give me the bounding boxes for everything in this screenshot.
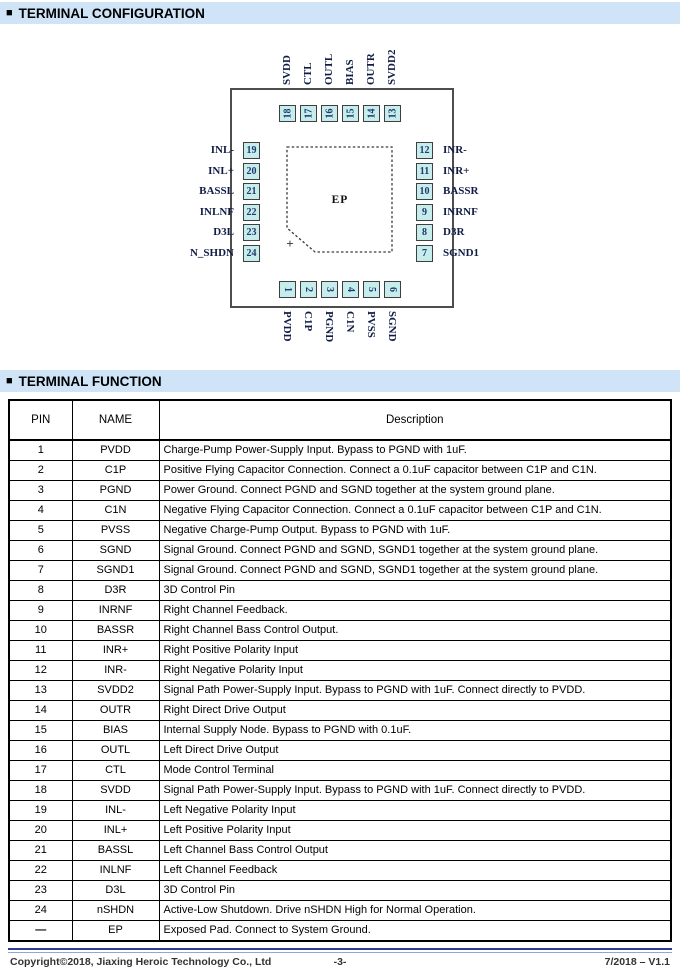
pin-number: 4 [345,287,356,292]
description-cell: Signal Ground. Connect PGND and SGND, SGND1 together at the system ground plane. [159,541,671,561]
pin-cell: 6 [9,541,72,561]
table-row [9,481,671,501]
pin-number: 8 [422,227,427,238]
description-cell: Negative Charge-Pump Output. Bypass to PGND with 1uF. [159,521,671,541]
table-row [9,581,671,601]
section-bullet-icon: ■ [6,7,13,19]
pin-cell: 19 [9,801,72,821]
pin-number: 24 [246,248,257,259]
pin-number: 3 [324,287,335,292]
section-bullet-icon: ■ [6,375,13,387]
pin-number: 20 [246,166,257,177]
table-row [9,921,671,942]
pin-label-N_SHDN: N_SHDN [189,247,234,259]
pin-box-17 [300,105,317,122]
name-cell: INRNF [72,601,159,621]
pin-box-24 [243,245,260,262]
name-cell: EP [72,921,159,942]
description-cell: Internal Supply Node. Bypass to PGND with 0.1uF. [159,721,671,741]
pin1-orientation-marker: + [286,236,294,251]
pin-box-14 [363,105,380,122]
pin-cell: 21 [9,841,72,861]
pin-number: 9 [422,207,427,218]
pin-label-SVDD2: SVDD2 [386,49,398,85]
name-cell: PVDD [72,440,159,461]
pin-number: 5 [366,287,377,292]
pin-label-INR-: INR- [443,144,467,156]
column-header-name: NAME [72,400,159,440]
name-cell: INR+ [72,641,159,661]
pin-label-INR+: INR+ [443,165,470,177]
pin-cell: 18 [9,781,72,801]
pin-cell: 16 [9,741,72,761]
pin-box-7 [416,245,433,262]
description-cell: Right Channel Feedback. [159,601,671,621]
pin-box-1 [279,281,296,298]
table-row [9,641,671,661]
pin-label-BASSR: BASSR [443,185,479,197]
name-cell: SVDD [72,781,159,801]
table-row [9,621,671,641]
pin-number: 17 [303,108,314,119]
footer-copyright: Copyright©2018, Jiaxing Heroic Technology Co., Ltd [10,956,272,968]
table-row [9,661,671,681]
pin-number: 22 [246,207,257,218]
pin-cell: 7 [9,561,72,581]
pin-box-4 [342,281,359,298]
description-cell: Power Ground. Connect PGND and SGND together at the system ground plane. [159,481,671,501]
name-cell: SGND1 [72,561,159,581]
description-cell: Left Channel Bass Control Output [159,841,671,861]
pin-cell: 2 [9,461,72,481]
section-title: TERMINAL CONFIGURATION [18,5,205,21]
name-cell: PVSS [72,521,159,541]
pin-number: 13 [387,108,398,119]
name-cell: SVDD2 [72,681,159,701]
pin-label-INRNF: INRNF [443,206,478,218]
pin-number: 23 [246,227,257,238]
name-cell: D3L [72,881,159,901]
pin-number: 2 [303,287,314,292]
description-cell: Left Direct Drive Output [159,741,671,761]
pin-label-SGND1: SGND1 [443,247,480,259]
table-row [9,801,671,821]
description-cell: 3D Control Pin [159,881,671,901]
pin-cell: 10 [9,621,72,641]
exposed-pad-label: EP [331,194,349,206]
name-cell: INLNF [72,861,159,881]
pin-box-23 [243,224,260,241]
pin-cell: 22 [9,861,72,881]
table-row [9,440,671,461]
pin-label-C1P: C1P [302,311,314,332]
description-cell: Right Channel Bass Control Output. [159,621,671,641]
pin-box-16 [321,105,338,122]
table-row [9,501,671,521]
table-body [9,440,671,941]
pin-number: 15 [345,108,356,119]
pin-cell: 14 [9,701,72,721]
pin-number: 7 [422,248,427,259]
column-header-description: Description [159,400,671,440]
name-cell: PGND [72,481,159,501]
pin-number: 14 [366,108,377,119]
pin-cell: 8 [9,581,72,601]
pin-cell: 3 [9,481,72,501]
name-cell: INL+ [72,821,159,841]
table-row [9,721,671,741]
table-row [9,761,671,781]
description-cell: 3D Control Pin [159,581,671,601]
pin-box-12 [416,142,433,159]
pin-number: 11 [419,166,430,177]
description-cell: Signal Ground. Connect PGND and SGND, SGND1 together at the system ground plane. [159,561,671,581]
pin-cell: 12 [9,661,72,681]
terminal-function-table [8,399,672,942]
pin-label-C1N: C1N [344,311,356,333]
pin-box-19 [243,142,260,159]
section-header-terminal-configuration [0,2,680,24]
pin-label-INL-: INL- [210,144,234,156]
pin-cell: 9 [9,601,72,621]
name-cell: BASSL [72,841,159,861]
pinout-diagram [0,24,680,366]
pin-box-18 [279,105,296,122]
pin-label-PGND: PGND [323,311,335,343]
pin-cell: — [9,921,72,942]
name-cell: OUTR [72,701,159,721]
description-cell: Right Positive Polarity Input [159,641,671,661]
pin-cell: 20 [9,821,72,841]
name-cell: BASSR [72,621,159,641]
pin-cell: 15 [9,721,72,741]
pin-box-22 [243,204,260,221]
name-cell: BIAS [72,721,159,741]
pin-cell: 17 [9,761,72,781]
pin-box-2 [300,281,317,298]
description-cell: Negative Flying Capacitor Connection. Connect a 0.1uF capacitor between C1P and C1N. [159,501,671,521]
pin-label-PVDD: PVDD [281,311,293,342]
pin-cell: 24 [9,901,72,921]
description-cell: Signal Path Power-Supply Input. Bypass to PGND with 1uF. Connect directly to PVDD. [159,781,671,801]
pin-number: 19 [246,145,257,156]
name-cell: INR- [72,661,159,681]
table-row [9,701,671,721]
description-cell: Signal Path Power-Supply Input. Bypass to PGND with 1uF. Connect directly to PVDD. [159,681,671,701]
pin-box-13 [384,105,401,122]
pin-cell: 1 [9,440,72,461]
table-row [9,781,671,801]
pin-number: 10 [419,186,430,197]
description-cell: Right Direct Drive Output [159,701,671,721]
description-cell: Positive Flying Capacitor Connection. Connect a 0.1uF capacitor between C1P and C1N. [159,461,671,481]
pin-box-10 [416,183,433,200]
pin-label-INL+: INL+ [208,165,234,177]
table-row [9,601,671,621]
table-row [9,681,671,701]
name-cell: C1N [72,501,159,521]
table-row [9,541,671,561]
pin-cell: 11 [9,641,72,661]
pin-cell: 4 [9,501,72,521]
pin-box-8 [416,224,433,241]
name-cell: CTL [72,761,159,781]
name-cell: nSHDN [72,901,159,921]
description-cell: Left Negative Polarity Input [159,801,671,821]
pin-box-3 [321,281,338,298]
name-cell: D3R [72,581,159,601]
name-cell: INL- [72,801,159,821]
description-cell: Mode Control Terminal [159,761,671,781]
pin-box-20 [243,163,260,180]
description-cell: Active-Low Shutdown. Drive nSHDN High for Normal Operation. [159,901,671,921]
table-row [9,861,671,881]
pin-label-BASSL: BASSL [199,185,234,197]
description-cell: Left Channel Feedback [159,861,671,881]
pin-label-OUTR: OUTR [365,53,377,85]
pin-box-5 [363,281,380,298]
pin-label-D3R: D3R [443,226,465,238]
description-cell: Left Positive Polarity Input [159,821,671,841]
table-row [9,901,671,921]
table-row [9,881,671,901]
section-title: TERMINAL FUNCTION [18,373,162,389]
description-cell: Exposed Pad. Connect to System Ground. [159,921,671,942]
pin-label-SGND: SGND [386,311,398,342]
name-cell: SGND [72,541,159,561]
page-footer [8,948,672,968]
pin-label-D3L: D3L [213,226,234,238]
pin-label-OUTL: OUTL [323,53,335,85]
pin-label-INLNF: INLNF [199,206,234,218]
footer-page-number: -3- [333,956,347,968]
pin-label-BIAS: BIAS [344,59,356,85]
pin-number: 12 [419,145,430,156]
name-cell: OUTL [72,741,159,761]
table-row [9,821,671,841]
pin-number: 16 [324,108,335,119]
column-header-pin: PIN [9,400,72,440]
pin-number: 21 [246,186,257,197]
pin-number: 1 [282,287,293,292]
pin-cell: 23 [9,881,72,901]
pin-number: 18 [282,108,293,119]
pin-label-CTL: CTL [302,62,314,85]
footer-version: 7/2018 – V1.1 [604,956,670,968]
description-cell: Right Negative Polarity Input [159,661,671,681]
pin-label-PVSS: PVSS [365,311,377,338]
pin-number: 6 [387,287,398,292]
table-row [9,461,671,481]
description-cell: Charge-Pump Power-Supply Input. Bypass to PGND with 1uF. [159,440,671,461]
table-row [9,521,671,541]
table-header-row [9,400,671,440]
pin-box-11 [416,163,433,180]
pin-box-9 [416,204,433,221]
table-row [9,741,671,761]
pin-label-SVDD: SVDD [281,55,293,85]
pin-box-21 [243,183,260,200]
pin-cell: 5 [9,521,72,541]
section-header-terminal-function [0,370,680,392]
name-cell: C1P [72,461,159,481]
table-row [9,561,671,581]
pin-cell: 13 [9,681,72,701]
pin-box-6 [384,281,401,298]
table-row [9,841,671,861]
pin-box-15 [342,105,359,122]
